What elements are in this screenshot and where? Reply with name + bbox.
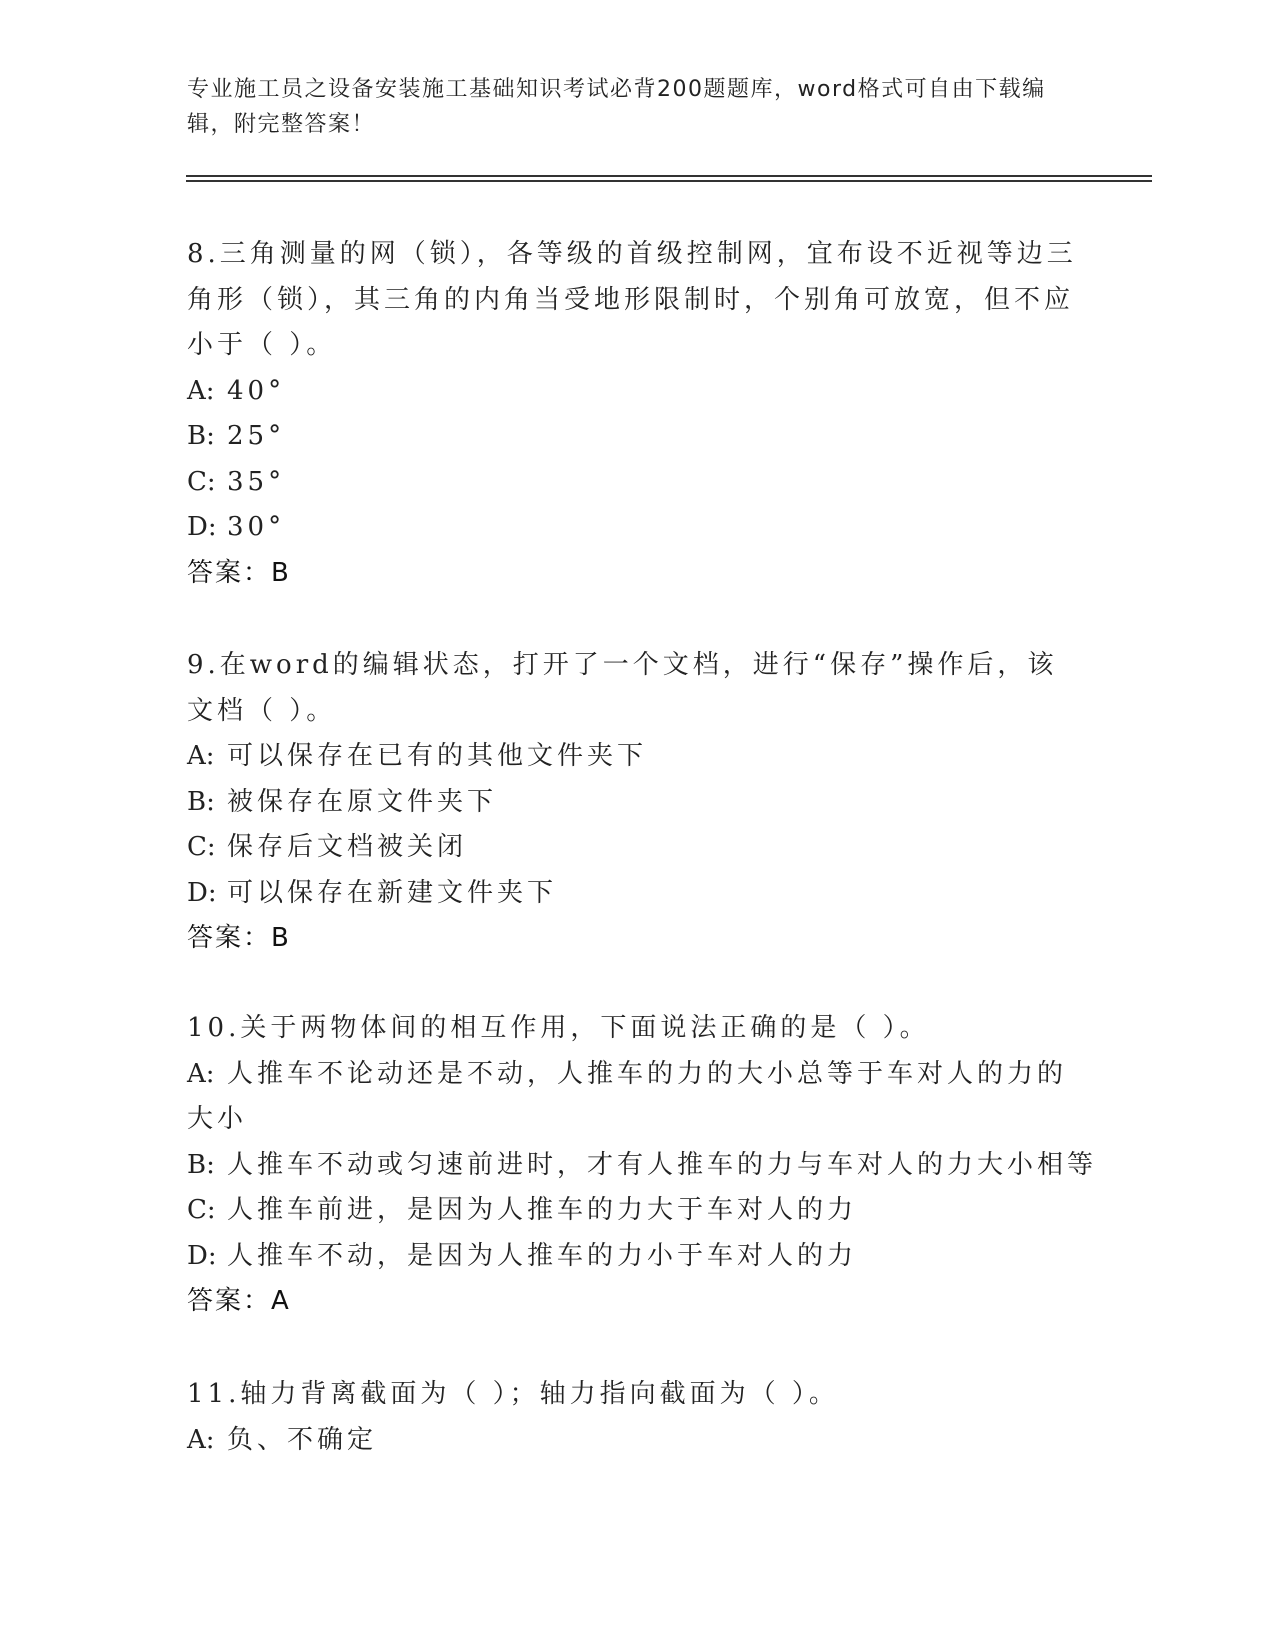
option-b	[187, 414, 1077, 460]
option-a	[187, 369, 1077, 415]
option-label: B:	[187, 786, 215, 817]
option-text: 40°	[227, 375, 286, 406]
answer-line: 答案：B	[187, 923, 291, 953]
option-a	[187, 734, 1077, 780]
option-text: 30°	[227, 512, 286, 542]
document-header: 专业施工员之设备安装施工基础知识考试必背200题题库，word格式可自由下载编辑，附完整答案！	[187, 77, 1046, 137]
question-stem: 11.轴力背离截面为（ ）；轴力指向截面为（ ）。	[187, 1379, 839, 1409]
option-label: D:	[187, 512, 217, 542]
option-label: A:	[187, 741, 215, 771]
option-label: D:	[187, 1240, 217, 1271]
option-label: C:	[187, 466, 216, 497]
option-text: 人推车前进，是因为人推车的力大于车对人的力	[227, 1195, 858, 1225]
option-b	[187, 780, 1077, 826]
question-8	[187, 232, 1077, 596]
header-rule-bottom	[186, 180, 1152, 182]
option-d	[187, 505, 1077, 551]
option-label: A:	[187, 375, 215, 406]
option-label: C:	[187, 832, 216, 862]
option-text: 可以保存在已有的其他文件夹下	[227, 741, 648, 771]
header-rule-top	[186, 175, 1152, 177]
option-text: 负、不确定	[227, 1424, 378, 1455]
option-label: A:	[187, 1424, 215, 1455]
option-text: 人推车不论动还是不动，人推车的力的大小总等于车对人的力的大小	[187, 1058, 1068, 1134]
question-stem: 10.关于两物体间的相互作用，下面说法正确的是（ ）。	[187, 1013, 930, 1043]
option-text: 25°	[227, 421, 286, 451]
option-text: 人推车不动，是因为人推车的力小于车对人的力	[227, 1240, 858, 1271]
option-c	[187, 1188, 1077, 1234]
option-c	[187, 460, 1077, 506]
option-text: 35°	[227, 466, 286, 497]
option-a	[187, 1418, 1077, 1464]
option-text: 人推车不动或匀速前进时，才有人推车的力与车对人的力大小相等	[227, 1149, 1098, 1180]
answer-line: 答案：B	[187, 557, 291, 588]
option-text: 可以保存在新建文件夹下	[227, 877, 558, 908]
option-text: 保存后文档被关闭	[227, 832, 468, 862]
option-label: A:	[187, 1058, 215, 1089]
answer-line: 答案：A	[187, 1286, 291, 1316]
option-label: B:	[187, 1149, 215, 1180]
option-label: B:	[187, 421, 215, 451]
option-a	[187, 1052, 1077, 1143]
question-stem: 8.三角测量的网（锁），各等级的首级控制网，宜布设不近视等边三角形（锁），其三角的内角当受地形限制时，个别角可放宽，但不应小于（ ）。	[187, 239, 1077, 360]
question-10	[187, 1006, 1098, 1325]
question-stem: 9.在word的编辑状态，打开了一个文档，进行“保存”操作后，该文档（ ）。	[187, 650, 1058, 726]
question-11	[187, 1372, 1077, 1463]
option-d	[187, 871, 1077, 917]
option-c	[187, 825, 1077, 871]
question-9	[187, 643, 1077, 962]
option-label: C:	[187, 1195, 216, 1225]
option-label: D:	[187, 877, 217, 908]
option-text: 被保存在原文件夹下	[227, 786, 498, 817]
option-b	[187, 1143, 1098, 1189]
option-d	[187, 1234, 1077, 1280]
